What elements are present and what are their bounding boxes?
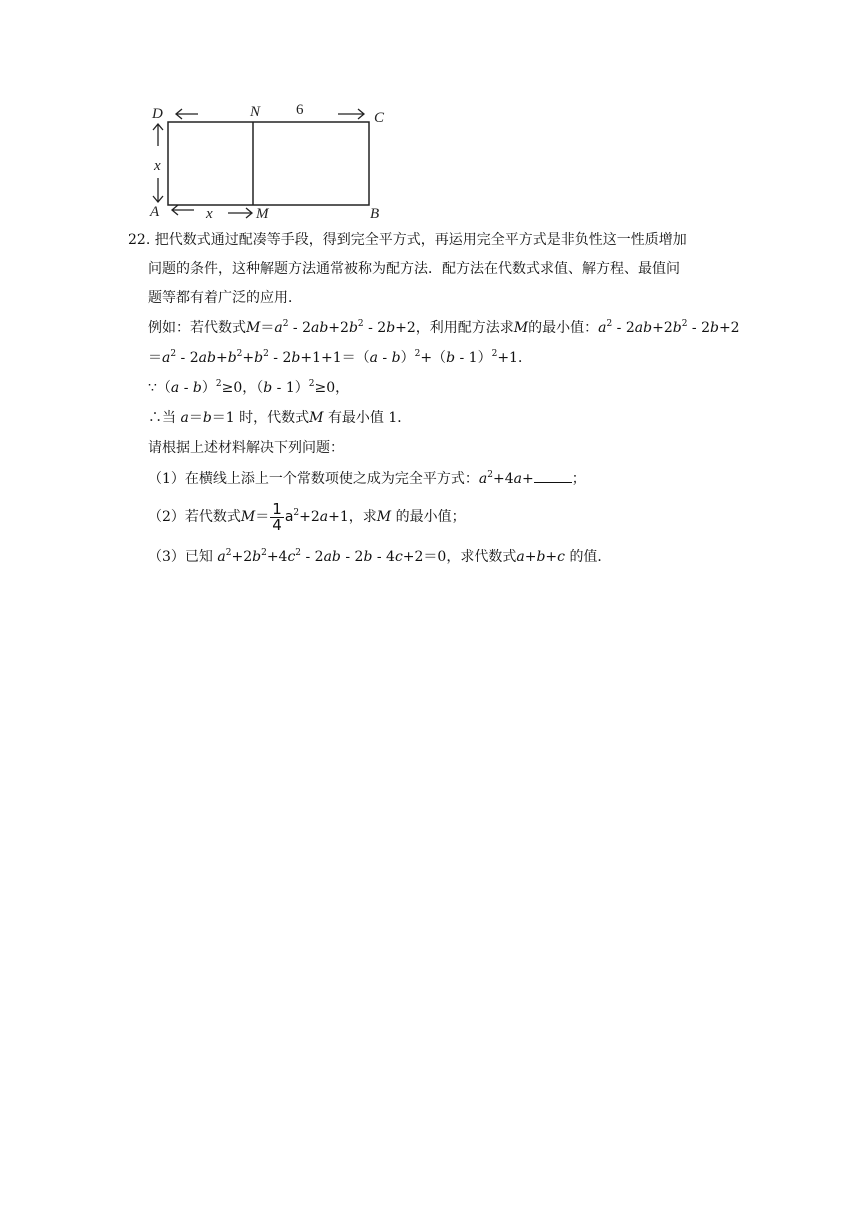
problem-number: 22. [128, 232, 151, 248]
label-d: D [152, 106, 163, 122]
q1-text: （1）在横线上添上一个常数项使之成为完全平方式： [148, 471, 479, 487]
question-2: （2）若代数式M＝ $\frac{1}{4}$ $a^2+2a+1$，求M 的最小值； [148, 499, 466, 534]
fraction-one-quarter [270, 499, 284, 534]
top-dimension-arrows [176, 109, 364, 119]
problem-intro-2: 问题的条件，这种解题方法通常被称为配方法．配方法在代数式求值、解方程、最值问 [148, 261, 680, 277]
question-3: （3）已知 $a^2+2b^2+4c^2 - 2ab - 2b - 4c+2=0$，求代数式a+b+c 的值． [148, 548, 612, 565]
therefore-line: ∴当 a＝b＝1 时，代数式M 有最小值 1． [148, 410, 412, 426]
example-lead: 例如：若代数式 [148, 320, 246, 336]
therefore-lead: ∴当 [148, 410, 176, 426]
instruction-line [148, 438, 344, 458]
example-line-1: 例如：若代数式$M=a^2 - 2ab+2b^2 - 2b+2$，利用配方法求M的最小值：$a^2 - 2ab+2b^2 - 2b+2$ [148, 319, 740, 336]
fraction-denominator: 4 [272, 515, 282, 534]
therefore-tail: 有最小值 1． [327, 410, 412, 426]
problem-intro-line-1 [128, 230, 687, 250]
var-m-4: M [240, 509, 256, 525]
q2-tail: 的最小值； [395, 509, 466, 525]
var-m: M [246, 320, 261, 336]
problem-intro-line-3 [148, 288, 302, 308]
label-side-x: x [154, 158, 161, 174]
label-c: C [374, 110, 385, 126]
q3-mid: ，求代数式 [446, 549, 517, 565]
label-n: N [250, 104, 261, 120]
because-line: ∵（a - b）$^2$≥0，（b - 1）$^2$≥0， [148, 379, 350, 396]
var-m-3: M [309, 410, 324, 426]
problem-intro-1: 把代数式通过配凑等手段，得到完全平方式，再运用完全平方式是非负性这一性质增加 [154, 232, 687, 248]
var-m-2: M [513, 320, 529, 336]
q3-lead: （3）已知 [148, 549, 213, 565]
example-mid: ，利用配方法求 [415, 320, 514, 336]
because-symbol: ∵ [148, 380, 157, 396]
rectangle-abcd [168, 122, 369, 205]
label-top-length: 6 [296, 102, 304, 118]
therefore-mid: 时，代数式 [239, 410, 310, 426]
problem-intro-3: 题等都有着广泛的应用． [148, 290, 302, 306]
ge-zero-b: ≥0， [314, 380, 350, 396]
label-b: B [370, 206, 380, 222]
rectangle-figure [140, 100, 400, 222]
var-m-5: M [376, 509, 392, 525]
label-a: A [150, 204, 160, 220]
q1-answer-blank[interactable] [534, 469, 572, 483]
label-m: M [256, 206, 269, 222]
ge-zero-a: ≥0， [221, 380, 257, 396]
q3-tail: 的值． [569, 549, 612, 565]
example-line-2: $=a^2 - 2ab+b^2+b^2 - 2b+1+1=(a - b)^2+(b - 1)^2+1$． [148, 349, 532, 366]
instruction: 请根据上述材料解决下列问题： [148, 440, 344, 456]
q2-lead: （2）若代数式 [148, 509, 241, 525]
problem-intro-line-2 [148, 259, 680, 279]
fraction-numerator: 1 [272, 499, 282, 518]
q1-end: ； [571, 471, 586, 487]
question-1: （1）在横线上添上一个常数项使之成为完全平方式：$a^2+4a+$ ； [148, 470, 586, 487]
example-tail: 的最小值： [528, 320, 599, 336]
q2-mid: ，求 [348, 509, 377, 525]
label-bottom-x: x [206, 206, 213, 222]
